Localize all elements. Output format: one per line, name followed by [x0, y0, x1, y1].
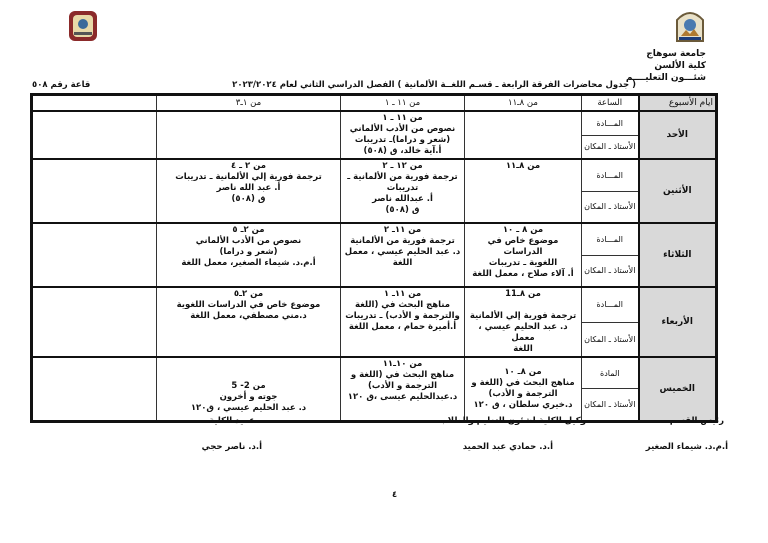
- teacher-location-label: الأستاذ ـ المكان: [582, 135, 639, 159]
- schedule-cell: من 2- 5 جوته و أخرون د. عبد الحليم عيسي ، ق١٢٠: [157, 357, 341, 422]
- hour-label: الساعة: [582, 95, 639, 112]
- subject-label: المـــادة: [582, 159, 639, 191]
- time-slot-3: من ١ـ٣: [157, 95, 341, 112]
- schedule-title: [32, 80, 636, 90]
- day-label: الخميس: [639, 357, 717, 422]
- time-slot-1: من ٨ـ١١: [465, 95, 582, 112]
- table-row: [32, 111, 717, 135]
- signature-dean-role: عميد الكلية: [209, 416, 255, 426]
- office-name: شئـــون التعليــــم: [625, 73, 706, 83]
- sohag-university-logo: [68, 10, 98, 42]
- page-number: ٤: [392, 490, 398, 500]
- room-number: قاعة رقم ٥٠٨: [32, 80, 91, 90]
- signature-dean-name: أ.د. ناصر حجي: [201, 442, 262, 452]
- days-header: ايام الأسبوع: [639, 95, 717, 112]
- institution-header: [626, 48, 706, 84]
- schedule-cell: [157, 111, 341, 159]
- time-slot-2: من ١١ ـ ١: [341, 95, 465, 112]
- university-name: جامعة سوهاج: [646, 49, 706, 59]
- faculty-name: كلية الألسن: [654, 61, 706, 71]
- schedule-cell: من ٨ـ11 ترجمة فورية إلي الألمانية د. عبد الحليم عيسي ، معمل اللغة: [465, 287, 582, 357]
- day-label: الثلاثاء: [639, 223, 717, 287]
- signature-vice-dean-name: أ.د. حمادي عبد الحميد: [462, 442, 553, 452]
- signature-department-head-role: رئيس القسم: [669, 416, 724, 426]
- schedule-cell: من ١٠ـ١١ مناهج البحث في (اللغة و الترجمة و الأدب) د.عبدالحليم عيسى ،ق ١٢٠: [341, 357, 465, 422]
- day-label: الأثنين: [639, 159, 717, 223]
- teacher-location-label: الأستاذ ـ المكان: [582, 191, 639, 223]
- schedule-cell: من ١١ ـ ١ نصوص من الأدب الألماني (شعر و دراما)ـ تدريبات أ.آية خالد، ق (٥٠٨): [341, 111, 465, 159]
- schedule-cell: من ٢ـ٥ موضوع خاص في الدراسات اللغوية د.مني مصطفي، معمل اللغة: [157, 287, 341, 357]
- schedule-cell: [32, 357, 157, 422]
- schedule-cell: من ٨ـ ١٠ مناهج البحث في (اللغة و الترجمة و الأدب) د.خيري سلطان ، ق ١٢٠: [465, 357, 582, 422]
- signature-vice-dean-role: وكيل الكلية لشئون التعليم والطلاب: [439, 416, 586, 426]
- schedule-cell: من ١١ـ ٢ ترجمة فورية من الألمانية د. عبد الحليم عيسي ، معمل اللغة: [341, 223, 465, 287]
- teacher-location-label: الأستاذ ـ المكان: [582, 255, 639, 287]
- subject-label: المـــادة: [582, 223, 639, 255]
- schedule-table: [30, 93, 718, 423]
- schedule-cell: [32, 159, 157, 223]
- teacher-location-label: الأستاذ ـ المكان: [582, 322, 639, 357]
- teacher-location-label: الأستاذ ـ المكان: [582, 389, 639, 422]
- title-text: ( جدول محاضرات الفرقة الرابعة ـ قسـم اللغــة الألمانية ) الفصل الدراسي الثاني لعام ٢٠٢٣/٢٠٢٤: [232, 80, 636, 90]
- day-label: الأربعاء: [639, 287, 717, 357]
- day-label: الأحد: [639, 111, 717, 159]
- time-slot-4: [32, 95, 157, 112]
- schedule-cell: من ١٢ ـ ٢ ترجمة فورية من الألمانية ـ تدريبات أ. عبدالله ناصر ق (٥٠٨): [341, 159, 465, 223]
- table-row: [32, 287, 717, 322]
- schedule-cell: من ٨ ـ ١٠ موضوع خاص في الدراسات اللغوية ـ تدريبات أ. آلاء صلاح ، معمل اللغة: [465, 223, 582, 287]
- schedule-cell: من ٨ـ١١: [465, 159, 582, 223]
- subject-label: المـــادة: [582, 287, 639, 322]
- table-row: [32, 159, 717, 191]
- schedule-cell: [32, 287, 157, 357]
- subject-label: المادة: [582, 357, 639, 389]
- signature-department-head-name: أ.م.د. شيماء الصغير: [645, 442, 728, 452]
- schedule-cell: من ٢ ـ ٤ ترجمة فورية إلي الألمانية ـ تدريبات أ. عبد الله ناصر ق (٥٠٨): [157, 159, 341, 223]
- table-header-row: [32, 95, 717, 112]
- schedule-cell: من ٢ـ ٥ نصوص من الأدب الألماني (شعر و دراما) أ.م.د. شيماء الصغير، معمل اللغة: [157, 223, 341, 287]
- table-row: [32, 357, 717, 389]
- schedule-cell: [465, 111, 582, 159]
- schedule-cell: من ١١ـ ١ مناهج البحث في (اللغة والترجمة و الأدب) ـ تدريبات أ.أميرة حمام ، معمل اللغة: [341, 287, 465, 357]
- table-row: [32, 223, 717, 255]
- faculty-of-alsun-logo: [675, 10, 705, 42]
- schedule-cell: [32, 111, 157, 159]
- schedule-cell: [32, 223, 157, 287]
- subject-label: المـــادة: [582, 111, 639, 135]
